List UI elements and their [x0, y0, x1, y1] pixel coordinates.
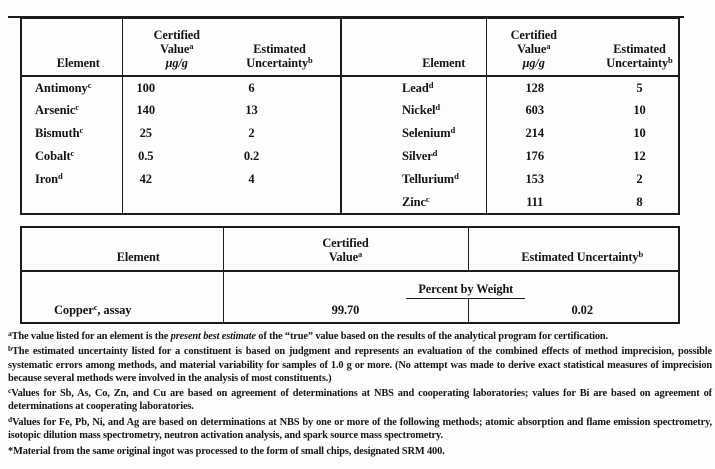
footnote-a: $^a$The value listed for an element is the present best estimate of the “true” value based on the results of the analytical program for certification. [8, 329, 608, 342]
footnote-marker: c [8, 386, 12, 396]
uncertainty-cell-empty [241, 191, 341, 214]
table-row [21, 145, 679, 168]
uncertainty-cell: 13 [245, 103, 258, 117]
footnote-marker: * [8, 446, 14, 458]
footnote-marker: a [8, 329, 12, 338]
uncertainty-cell: 5 [636, 80, 643, 95]
footnote-marker: b [8, 344, 13, 354]
footnote-ref-b: b [638, 249, 644, 259]
certified-value-cell: 111 [486, 191, 581, 214]
footnote-marker: d [8, 414, 13, 424]
certified-value-cell: 140 [122, 99, 241, 122]
table-row [21, 168, 679, 191]
col-header-element-left: Element [21, 18, 122, 76]
certified-value-cell: 100 [122, 76, 241, 99]
col-header-certified-value-right [486, 18, 581, 76]
header-line: Certified [322, 236, 369, 250]
certified-value-cell: 42 [122, 168, 241, 191]
element-cell: Nickel$^d$ [341, 99, 486, 122]
certified-value-cell: 153 [486, 168, 581, 191]
footnote-ref-a: a [357, 249, 363, 259]
element-cell: Selenium$^d$ [341, 122, 486, 145]
element-cell: Zinc$^c$ [341, 191, 486, 214]
certified-value-cell: 603 [486, 99, 581, 122]
col-header-element-right: Element [341, 18, 486, 76]
header-line: Estimated [253, 42, 306, 56]
uncertainty-cell: 0.2 [243, 149, 260, 163]
uncertainty-cell: 0.02 [468, 299, 679, 323]
footnote-ref-b: b [308, 55, 313, 65]
footnote-star: *Material from the same original ingot was processed to the form of small chips, designated SRM 400. [8, 446, 445, 458]
header-line: Value$^a$ [160, 41, 194, 56]
uncertainty-cell: 2 [636, 172, 643, 186]
element-cell: Antimony$^c$ [35, 79, 92, 95]
header-unit: μg/g [522, 56, 545, 70]
uncertainty-cell: 10 [633, 103, 646, 117]
certified-value-cell: 176 [486, 145, 581, 168]
certified-value-cell-empty [122, 191, 241, 214]
col-header-uncertainty-assay: Estimated Uncertainty$^b$ [468, 227, 679, 271]
header-line: Value$^a$ [517, 41, 551, 56]
certified-value-cell: 128 [486, 76, 581, 99]
footnote-ref-a: a [546, 41, 551, 51]
element-cell: Cobalt$^c$ [35, 148, 75, 163]
percent-by-weight-cell [223, 271, 679, 299]
uncertainty-cell: 2 [248, 126, 255, 140]
footnote-ref-b: b [668, 55, 673, 65]
col-header-certified-value-assay [223, 227, 468, 271]
col-header-uncertainty-left [241, 18, 341, 76]
table-row [21, 191, 679, 214]
table-row [21, 76, 679, 99]
uncertainty-cell: 10 [633, 126, 646, 140]
footnote-d: $^d$Values for Fe, Pb, Ni, and Ag are based on determinations at NBS by one or more of the following methods; atomic absorption and flame emission spectrometry, isotopic dilution mass spectrometry, neutron activation analysis, and spark source mass spectrometry. [8, 414, 712, 442]
footnote-b: $^b$The estimated uncertainty listed for a constituent is based on judgment and represents an evaluation of the combined effects of method imprecision, possible systematic errors among methods, and material variability for samples of 1.0 g or more. (No attempt was made to derive exact statistical measures of imprecision because several methods were involved in the analysis of most constituents.) [8, 344, 712, 384]
table-row [21, 122, 679, 145]
header-line: Estimated [613, 42, 666, 56]
certified-values-table [20, 17, 680, 215]
element-cell: Iron$^d$ [35, 171, 63, 186]
col-header-certified-value-left [122, 18, 241, 76]
uncertainty-cell: 12 [633, 149, 646, 163]
col-header-element-assay: Element [21, 227, 223, 271]
footnotes [8, 330, 712, 461]
footnote-ref-a: a [189, 41, 194, 51]
table-header-row [21, 18, 679, 76]
footnote-c: $^c$Values for Sb, As, Co, Zn, and Cu are based on agreement of determinations at NBS and cooperating laboratories; values for Bi are based on agreement of determinations at cooperating laboratories. [8, 386, 712, 413]
percent-by-weight-label: Percent by Weight [406, 282, 525, 299]
empty-cell [21, 271, 223, 299]
uncertainty-cell: 4 [248, 172, 255, 186]
element-cell: Tellurium$^d$ [341, 168, 486, 191]
col-header-uncertainty-right [581, 18, 679, 76]
copper-assay-table [20, 226, 680, 324]
certified-value-cell: 25 [122, 122, 241, 145]
header-unit: μg/g [165, 56, 188, 70]
certified-value-cell: 0.5 [122, 145, 241, 168]
uncertainty-cell: 8 [636, 194, 643, 209]
element-cell: Arsenic$^c$ [35, 102, 79, 117]
element-cell: Copper$^c$, assay [54, 302, 132, 317]
element-cell: Silver$^d$ [341, 145, 486, 168]
header-line: Value$^a$ [328, 249, 363, 264]
certified-value-cell: 99.70 [223, 299, 468, 323]
percent-by-weight-row [21, 271, 679, 299]
uncertainty-cell: 6 [248, 80, 255, 95]
assay-header-row [21, 227, 679, 271]
header-line: Certified [153, 28, 200, 42]
header-line: Uncertainty$^b$ [246, 55, 313, 70]
element-cell: Bismuth$^c$ [35, 125, 84, 140]
element-cell-empty [21, 191, 122, 214]
certified-value-cell: 214 [486, 122, 581, 145]
table-row [21, 99, 679, 122]
element-cell: Lead$^d$ [341, 76, 486, 99]
header-line: Uncertainty$^b$ [606, 55, 673, 70]
copper-assay-row [21, 299, 679, 323]
header-line: Certified [510, 28, 557, 42]
